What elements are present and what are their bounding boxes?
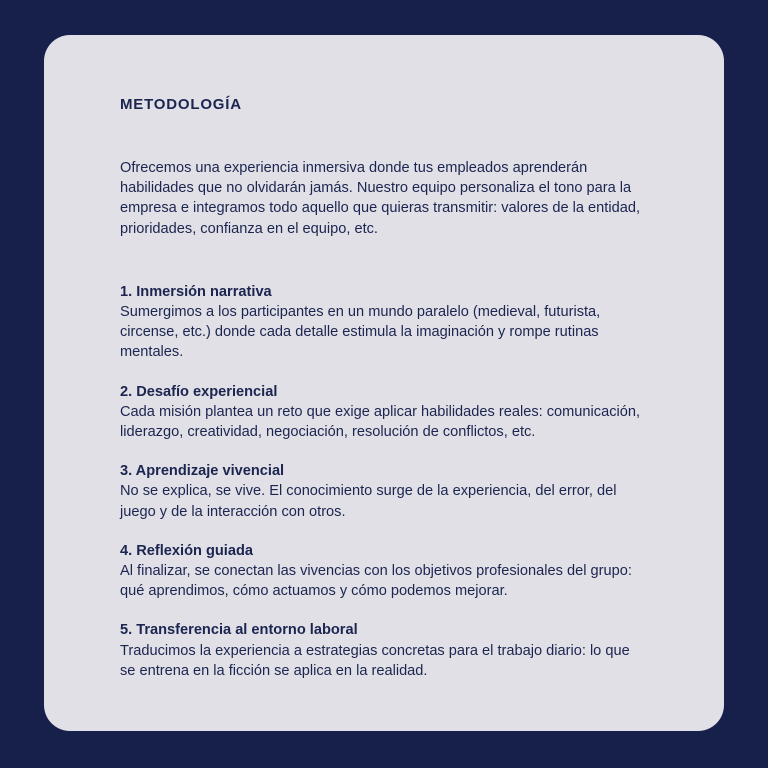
methodology-item-4	[120, 541, 648, 602]
item-title: 3. Aprendizaje vivencial	[120, 463, 285, 480]
intro-paragraph: Ofrecemos una experiencia inmersiva donde tus empleados aprenderán habilidades que no olvidarán jamás. Nuestro equipo personaliza el tono para la empresa e integramos todo aquello que quieras transmitir: valores de la entidad, prioridades, confianza en el equipo, etc.	[120, 160, 640, 237]
methodology-item-2	[120, 382, 648, 443]
methodology-item-1	[120, 282, 648, 363]
item-title: 2. Desafío experiencial	[120, 383, 278, 400]
page-title: METODOLOGÍA	[120, 96, 242, 113]
content-card	[44, 35, 724, 731]
item-text: Traducimos la experiencia a estrategias concretas para el trabajo diario: lo que se entrena en la ficción se aplica en la realidad.	[120, 642, 630, 679]
item-text: Sumergimos a los participantes en un mundo paralelo (medieval, futurista, circense, etc.) donde cada detalle estimula la imaginación y rompe rutinas mentales.	[120, 304, 601, 361]
item-title: 1. Inmersión narrativa	[120, 283, 272, 300]
methodology-item-3	[120, 461, 648, 522]
item-text: No se explica, se vive. El conocimiento surge de la experiencia, del error, del juego y de la interacción con otros.	[120, 483, 617, 520]
item-title: 5. Transferencia al entorno laboral	[120, 622, 358, 639]
methodology-item-5	[120, 620, 648, 681]
item-title: 4. Reflexión guiada	[120, 542, 253, 559]
item-text: Al finalizar, se conectan las vivencias con los objetivos profesionales del grupo: qué aprendimos, cómo actuamos y cómo podemos mejorar.	[120, 563, 632, 600]
item-text: Cada misión plantea un reto que exige aplicar habilidades reales: comunicación, liderazgo, creatividad, negociación, resolución de conflictos, etc.	[120, 403, 641, 441]
